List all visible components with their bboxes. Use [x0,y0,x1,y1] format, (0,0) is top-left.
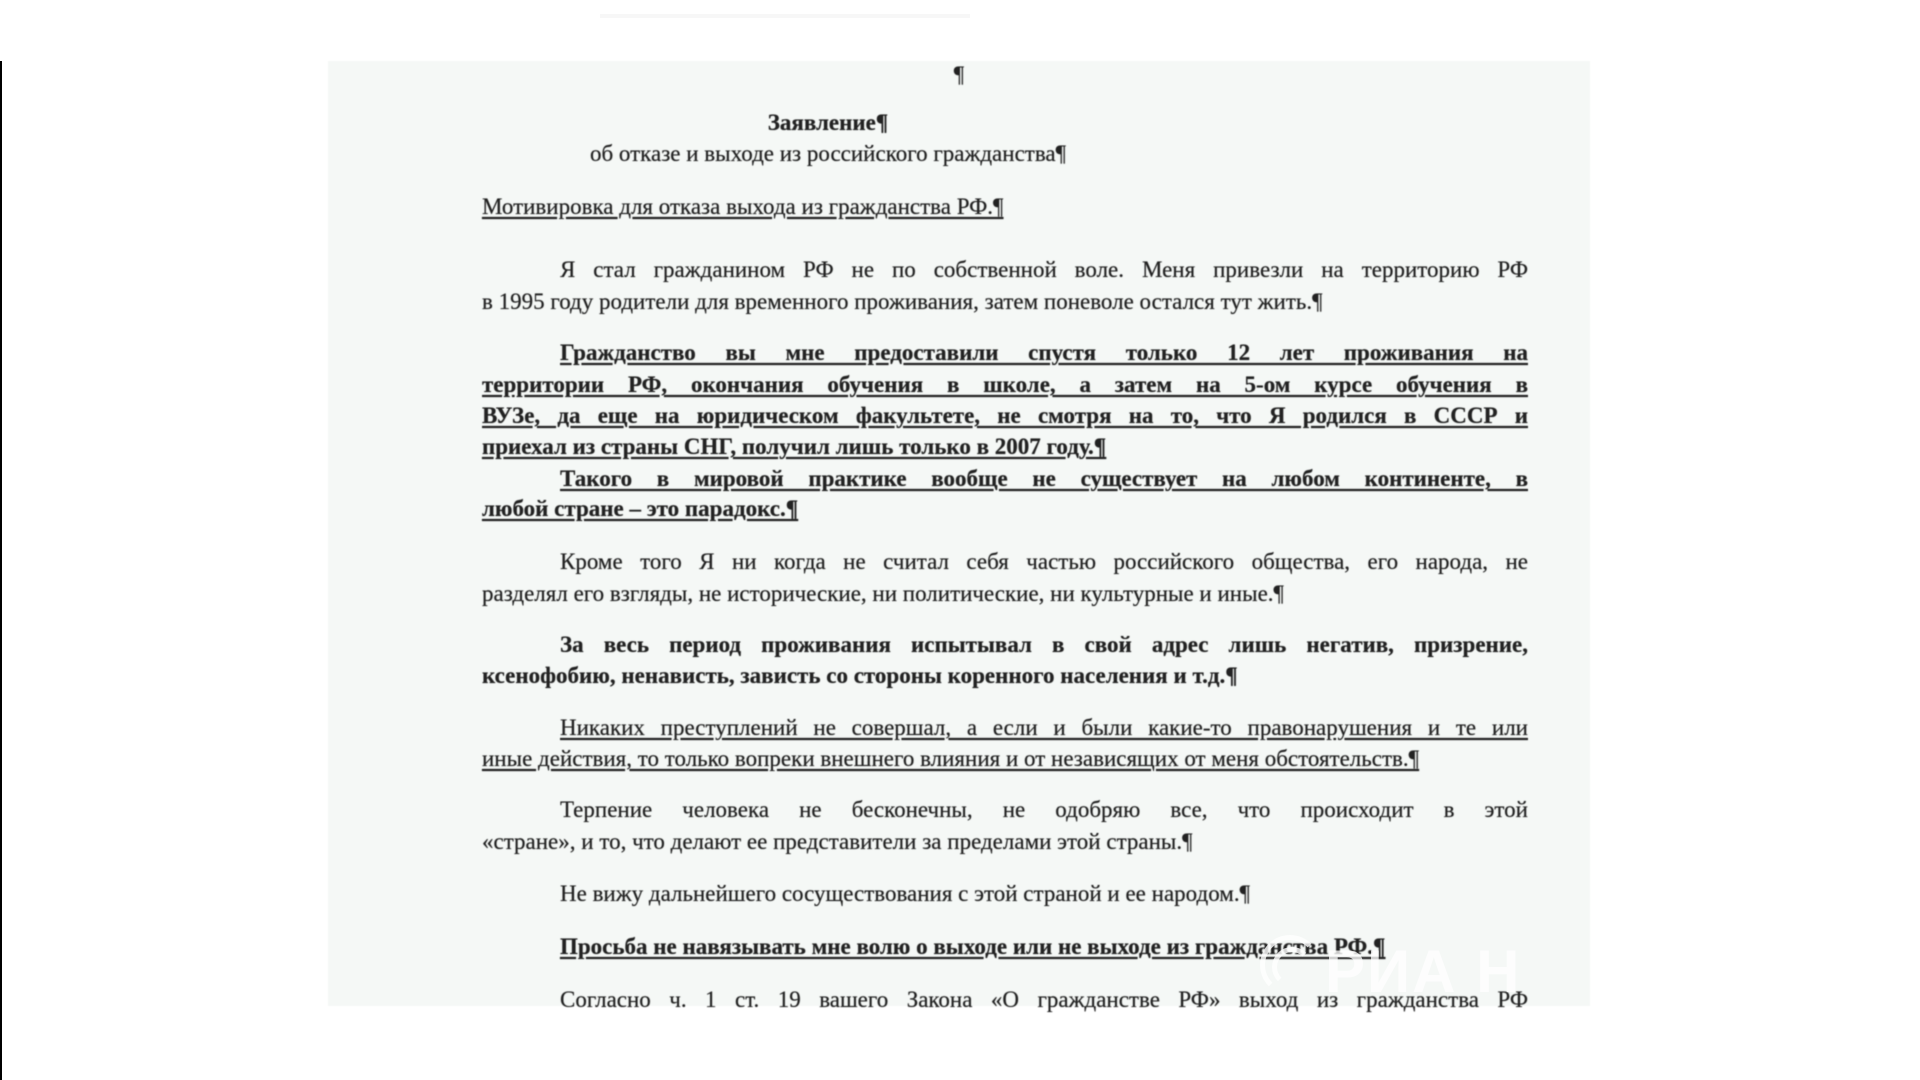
document-line: Гражданство вы мне предоставили спустя только 12 лет проживания на [560,340,1528,365]
left-border-line [0,61,2,1080]
document-line: Согласно ч. 1 ст. 19 вашего Закона «О гражданстве РФ» выход из гражданства РФ [560,987,1528,1012]
document-line: разделял его взгляды, не исторические, ни политические, ни культурные и иные.¶ [482,581,1284,606]
document-subtitle: об отказе и выходе из российского гражданства¶ [589,141,1067,166]
document-line: Я стал гражданином РФ не по собственной воле. Меня привезли на территорию РФ [560,257,1528,282]
top-strip [600,14,970,18]
document-line: Такого в мировой практике вообще не существует на любом континенте, в [560,466,1528,491]
section-heading: Мотивировка для отказа выхода из гражданства РФ.¶ [482,194,1004,219]
document-line: «стране», и то, что делают ее представители за пределами этой страны.¶ [482,829,1193,854]
top-pilcrow: ¶ [953,62,965,87]
document-line: Просьба не навязывать мне волю о выходе или не выходе из гражданства РФ.¶ [560,934,1386,959]
watermark-text: РИА Н [1325,938,1522,1005]
document-line: любой стране – это парадокс.¶ [482,496,799,521]
document-line: Не вижу дальнейшего сосуществования с этой страной и ее народом.¶ [560,881,1250,906]
document-line: Терпение человека не бесконечны, не одобряю все, что происходит в этой [560,797,1528,822]
document-line: в 1995 году родители для временного проживания, затем поневоле остался тут жить.¶ [482,289,1323,314]
document-line: ВУЗе, да еще на юридическом факультете, не смотря на то, что Я родился в СССР и [482,403,1528,428]
document-line: приехал из страны СНГ, получил лишь только в 2007 году.¶ [482,434,1107,459]
document-line: Кроме того Я ни когда не считал себя частью российского общества, его народа, не [560,549,1528,574]
document-line: иные действия, то только вопреки внешнего влияния и от независящих от меня обстоятельств.¶ [482,746,1420,771]
document-line: За весь период проживания испытывал в свой адрес лишь негатив, призрение, [560,632,1528,657]
document-line: Никаких преступлений не совершал, а если и были какие-то правонарушения и те или [560,715,1528,740]
document-line: ксенофобию, ненависть, зависть со стороны коренного населения и т.д.¶ [482,663,1238,688]
document-title: Заявление¶ [767,110,889,135]
document-page [328,61,1590,1012]
document-line: территории РФ, окончания обучения в школе, а затем на 5-ом курсе обучения в [482,372,1528,397]
